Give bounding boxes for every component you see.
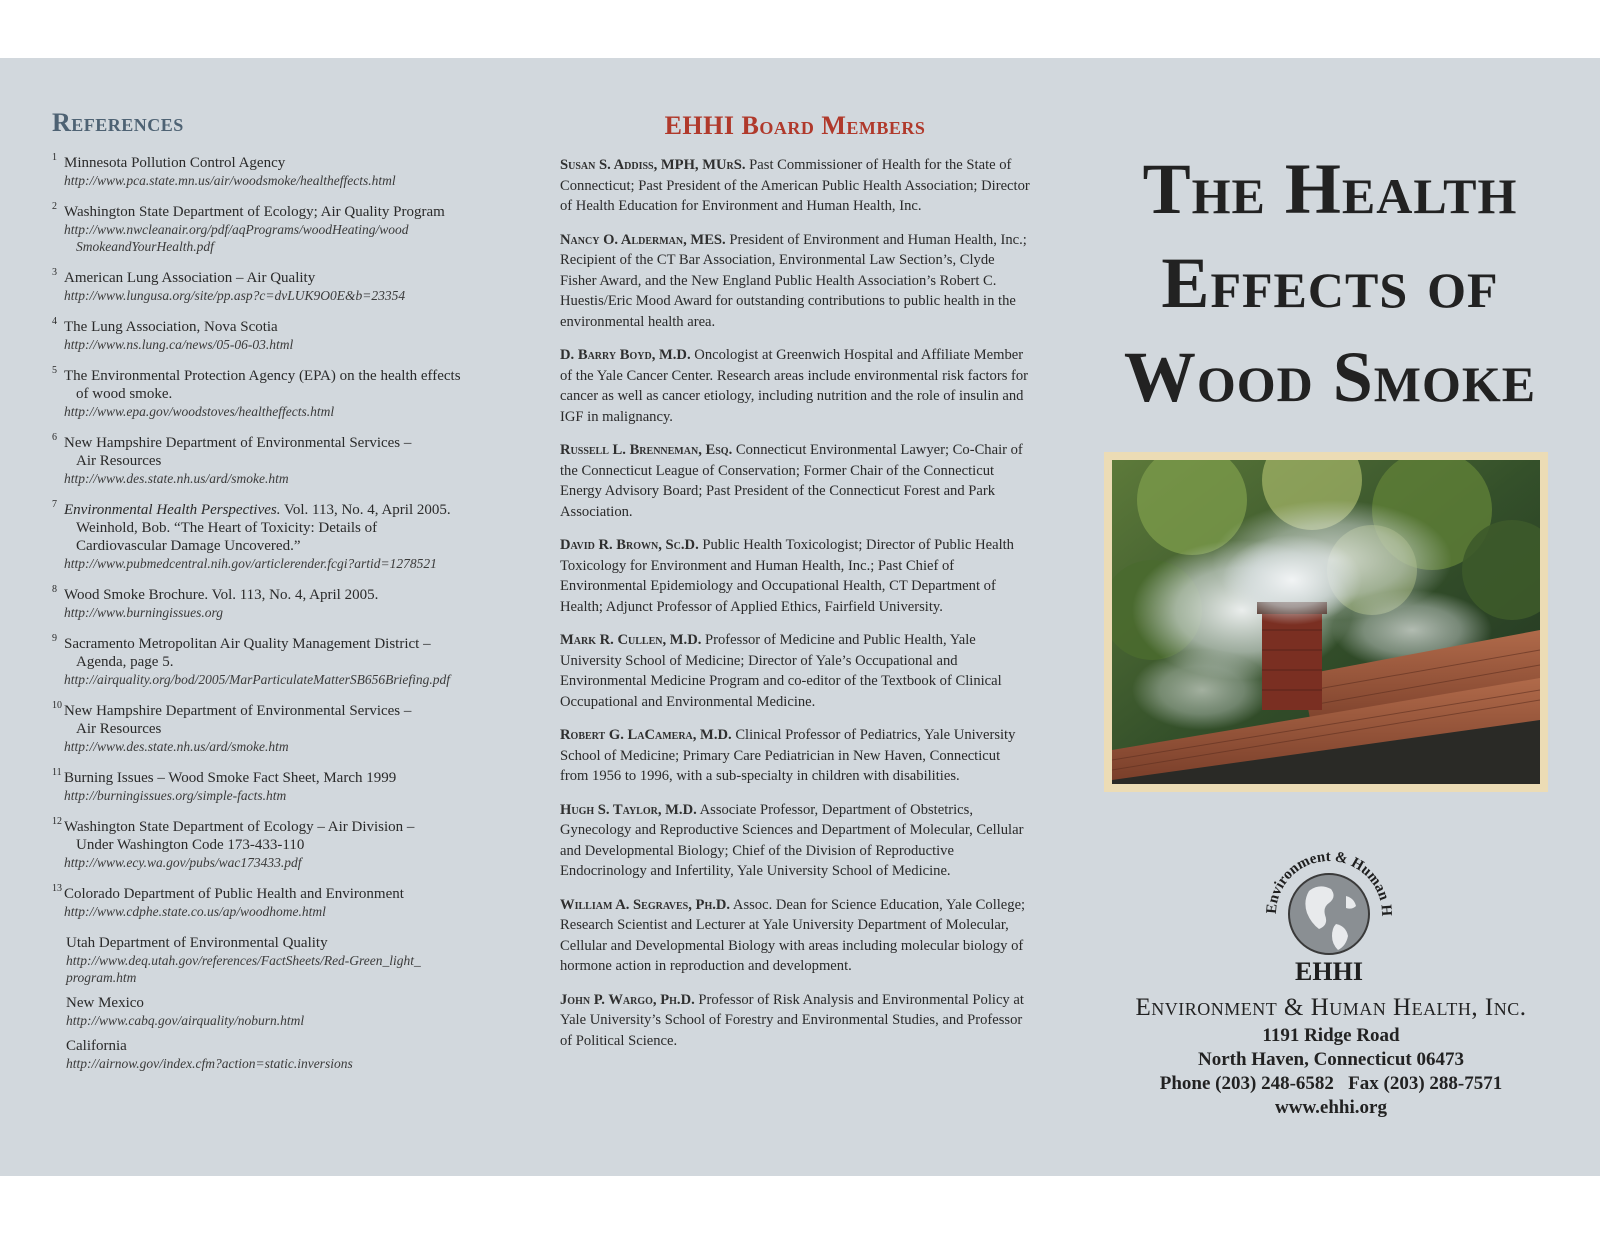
board-member-entry (560, 535, 1030, 617)
reference-text: Agenda, page 5. (76, 654, 174, 670)
cover-title-line: Wood Smoke (1123, 337, 1537, 417)
reference-text: Washington State Department of Ecology – Air Division – (64, 819, 415, 835)
board-member-name: Russell L. Brenneman, Esq. (560, 442, 733, 458)
chimney-smoke-photo-frame (1104, 452, 1548, 792)
reference-text: of wood smoke. (76, 386, 173, 402)
reference-url[interactable]: http://www.ecy.wa.gov/pubs/wac173433.pdf (64, 855, 302, 870)
board-member-name: Mark R. Cullen, M.D. (560, 632, 702, 648)
chimney-smoke-photo (1112, 460, 1540, 784)
reference-text: New Hampshire Department of Environmental Services – (64, 435, 412, 451)
reference-url[interactable]: http://www.nwcleanair.org/pdf/aqPrograms/woodHeating/wood (64, 222, 409, 237)
reference-url[interactable]: http://www.des.state.nh.us/ard/smoke.htm (64, 471, 289, 486)
board-member-name: David R. Brown, Sc.D. (560, 537, 699, 553)
board-member-bio: Past Commissioner of Health for the State of Connecticut; Past President of the American Public Health Association; Director of Health Education for Environment and Human Health, Inc. (560, 157, 1030, 214)
board-member-name: Nancy O. Alderman, MES. (560, 231, 726, 248)
reference-item (52, 635, 522, 688)
reference-number: 9 (52, 633, 57, 644)
reference-url[interactable]: http://www.cdphe.state.co.us/ap/woodhome.html (64, 904, 326, 919)
cover-title (1070, 142, 1590, 424)
reference-number: 7 (52, 499, 57, 510)
board-member-entry (560, 895, 1030, 977)
reference-number: 11 (52, 767, 62, 778)
organization-name: Environment & Human Health, Inc. (1135, 994, 1527, 1021)
reference-url[interactable]: http://www.deq.utah.gov/references/FactSheets/Red-Green_light_ (66, 953, 421, 968)
reference-text-rest: Vol. 113, No. 4, April 2005. (280, 502, 451, 518)
board-member-bio: Assoc. Dean for Science Education, Yale College; Research Scientist and Lecturer at Yale University Department of Molecular, Cellular and Developmental Biology with areas including molecular biology of hormone action in reproduction and development. (560, 896, 1026, 974)
cover-title-line: Effects of (1161, 243, 1499, 323)
board-member-bio: Connecticut Environmental Lawyer; Co-Chair of the Connecticut League of Conservation; Former Chair of the Connecticut Energy Advisory Board; Past President of the Connecticut Forest and Park Association. (560, 442, 1023, 520)
reference-url[interactable]: http://www.burningissues.org (64, 605, 224, 620)
reference-sub-item (52, 1037, 522, 1072)
reference-number: 13 (52, 883, 62, 894)
references-heading: References (52, 108, 184, 137)
board-member-name: Robert G. LaCamera, M.D. (560, 727, 732, 743)
reference-url[interactable]: http://www.lungusa.org/site/pp.asp?c=dvLUK9O0E&b=23354 (64, 288, 406, 303)
references-sub-list (52, 934, 522, 1072)
reference-text: Burning Issues – Wood Smoke Fact Sheet, March 1999 (64, 770, 397, 786)
reference-text: Washington State Department of Ecology; Air Quality Program (64, 204, 445, 220)
references-list (52, 154, 522, 920)
board-member-name: William A. Segraves, Ph.D. (560, 896, 731, 913)
board-member-entry (560, 990, 1030, 1052)
reference-item (52, 501, 522, 572)
reference-text: The Environmental Protection Agency (EPA) on the health effects (64, 368, 461, 384)
reference-text: Air Resources (76, 453, 162, 469)
reference-sub-item (52, 994, 522, 1029)
board-member-name: D. Barry Boyd, M.D. (560, 347, 691, 363)
board-member-bio: Professor of Medicine and Public Health, Yale University School of Medicine; Director of Yale’s Occupational and Environmental Medicine Program and co-editor of the Textbook of Clinical Occupational and Environmental Medicine. (560, 632, 1002, 710)
reference-text: New Hampshire Department of Environmental Services – (64, 703, 412, 719)
board-member-bio: President of Environment and Human Health, Inc.; Recipient of the CT Bar Association, Environmental Law Section’s, Clyde Fisher Award, and the New England Public Health Association’s Robert C. Huestis/Eric Mood Award for outstanding contributions to public health in the environmental health area. (560, 231, 1027, 330)
board-member-entry (560, 800, 1030, 882)
board-member-entry (560, 155, 1030, 217)
reference-item (52, 769, 522, 804)
reference-number: 8 (52, 584, 57, 595)
reference-item (52, 203, 522, 255)
address-city: North Haven, Connecticut 06473 (1198, 1049, 1464, 1070)
reference-url[interactable]: http://www.des.state.nh.us/ard/smoke.htm (64, 739, 289, 754)
reference-number: 3 (52, 267, 57, 278)
reference-number: 12 (52, 816, 62, 827)
cover-title-line: The Health (1142, 149, 1518, 229)
reference-item (52, 434, 522, 487)
board-members-column (560, 108, 1030, 1064)
reference-text: Weinhold, Bob. “The Heart of Toxicity: Details of (76, 520, 378, 536)
address-street: 1191 Ridge Road (1262, 1025, 1400, 1046)
reference-url[interactable]: http://www.pca.state.mn.us/air/woodsmoke/healtheffects.html (64, 173, 396, 188)
reference-number: 5 (52, 365, 57, 376)
reference-journal-title: Environmental Health Perspectives. (64, 502, 281, 518)
reference-url[interactable]: program.htm (66, 970, 137, 985)
reference-text: California (66, 1038, 127, 1054)
reference-item (52, 818, 522, 871)
reference-number: 2 (52, 201, 57, 212)
board-member-bio: Oncologist at Greenwich Hospital and Affiliate Member of the Yale Cancer Center. Research areas include environmental risk factors for cancer as well as cancer etiology, including nutrition and the role of insulin and IGF in malignancy. (560, 347, 1029, 425)
website-link[interactable]: www.ehhi.org (1275, 1097, 1387, 1118)
reference-item (52, 367, 522, 420)
board-member-bio: Public Health Toxicologist; Director of Public Health Toxicology for Environment and Human Health, Inc.; Past Chief of Environmental Epidemiology and Occupational Health, CT Department of Health; Adjunct Professor of Applied Ethics, Fairfield University. (560, 537, 1014, 615)
board-member-name: John P. Wargo, Ph.D. (560, 991, 695, 1008)
reference-url[interactable]: http://www.ns.lung.ca/news/05-06-03.html (64, 337, 294, 352)
board-member-bio: Professor of Risk Analysis and Environmental Policy at Yale University’s School of Forestry and Environmental Studies, and Professor of Political Science. (560, 991, 1024, 1049)
logo-ring-text: Environment & Human H (1263, 848, 1395, 917)
reference-text: Under Washington Code 173-433-110 (76, 837, 305, 853)
reference-text: Cardiovascular Damage Uncovered.” (76, 538, 301, 554)
board-members-list (560, 155, 1030, 1051)
phone-fax: Phone (203) 248-6582 Fax (203) 288-7571 (1159, 1073, 1503, 1094)
reference-text: The Lung Association, Nova Scotia (64, 319, 278, 335)
references-column (52, 108, 522, 1080)
reference-url[interactable]: http://www.cabq.gov/airquality/noburn.html (66, 1013, 305, 1028)
reference-url[interactable]: http://airquality.org/bod/2005/MarParticulateMatterSB656Briefing.pdf (64, 672, 450, 687)
reference-item (52, 318, 522, 353)
reference-number: 4 (52, 316, 57, 327)
board-member-entry (560, 230, 1030, 333)
board-member-entry (560, 345, 1030, 427)
reference-number: 1 (52, 152, 57, 163)
board-member-entry (560, 630, 1030, 712)
reference-text: Utah Department of Environmental Quality (66, 935, 328, 951)
reference-url[interactable]: http://www.epa.gov/woodstoves/healtheffects.html (64, 404, 335, 419)
board-member-name: Hugh S. Taylor, M.D. (560, 801, 697, 818)
reference-number: 6 (52, 432, 57, 443)
reference-item (52, 702, 522, 755)
board-member-bio: Clinical Professor of Pediatrics, Yale University School of Medicine; Primary Care Pediatrician in New Haven, Connecticut from 1956 to 1996, with a sub-specialty in children with disabilities. (560, 727, 1016, 784)
board-member-entry (560, 440, 1030, 522)
cover-panel (1070, 108, 1590, 1118)
ehhi-globe-logo (1254, 836, 1404, 986)
reference-text: Minnesota Pollution Control Agency (64, 155, 286, 171)
reference-text: New Mexico (66, 995, 144, 1011)
reference-text: Colorado Department of Public Health and Environment (64, 886, 404, 902)
board-member-name: Susan S. Addiss, MPH, MUrS. (560, 157, 746, 173)
board-members-heading: EHHI Board Members (664, 111, 926, 140)
reference-item (52, 269, 522, 304)
reference-sub-item (52, 934, 522, 986)
reference-text: Wood Smoke Brochure. Vol. 113, No. 4, April 2005. (64, 587, 379, 603)
reference-url[interactable]: SmokeandYourHealth.pdf (76, 239, 214, 254)
reference-url[interactable]: http://airnow.gov/index.cfm?action=static.inversions (66, 1056, 353, 1071)
reference-text (64, 501, 522, 519)
reference-text: Air Resources (76, 721, 162, 737)
reference-url[interactable]: http://burningissues.org/simple-facts.htm (64, 788, 287, 803)
reference-item (52, 885, 522, 920)
reference-number: 10 (52, 700, 62, 711)
reference-item (52, 154, 522, 189)
logo-label: EHHI (1295, 957, 1363, 986)
reference-text: Sacramento Metropolitan Air Quality Management District – (64, 636, 431, 652)
reference-item (52, 586, 522, 621)
organization-contact (1070, 994, 1592, 1120)
board-member-entry (560, 725, 1030, 787)
board-member-bio: Associate Professor, Department of Obstetrics, Gynecology and Reproductive Sciences and Department of Molecular, Cellular and Developmental Biology; Chief of the Division of Reproductive Endocrinology and Infertility, Yale University School of Medicine. (560, 801, 1024, 879)
reference-url[interactable]: http://www.pubmedcentral.nih.gov/articlerender.fcgi?artid=1278521 (64, 556, 437, 571)
reference-text: American Lung Association – Air Quality (64, 270, 316, 286)
